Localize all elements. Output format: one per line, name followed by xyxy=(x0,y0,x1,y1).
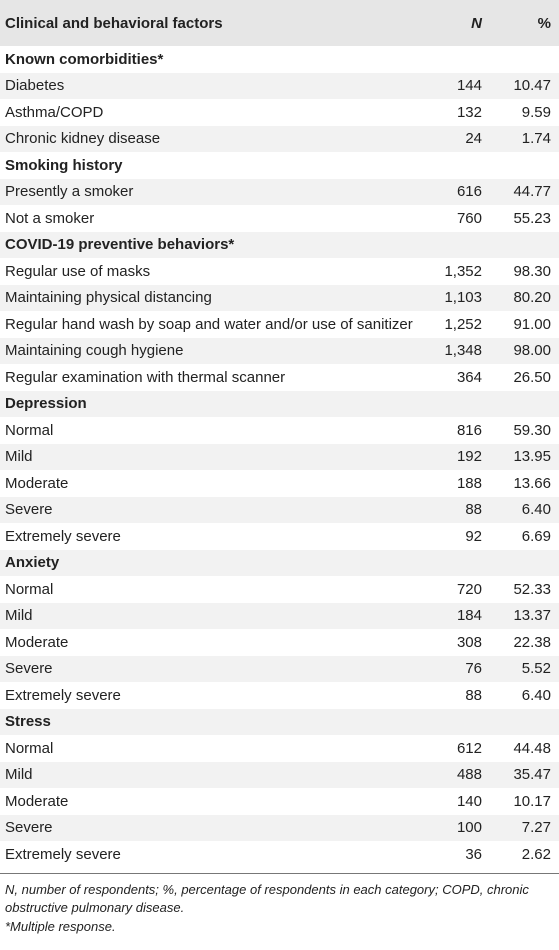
row-n: 1,348 xyxy=(444,342,482,360)
row-pct: 13.95 xyxy=(513,448,551,466)
row-n: 132 xyxy=(456,103,482,121)
row-pct: 52.33 xyxy=(513,580,551,598)
row-n: 76 xyxy=(465,660,482,678)
row-label: Mild xyxy=(5,607,33,625)
header-label: Clinical and behavioral factors xyxy=(5,14,223,32)
row-n: 1,352 xyxy=(444,262,482,280)
group-header-row xyxy=(0,391,559,418)
row-label: Normal xyxy=(5,421,54,439)
row-label: Regular use of masks xyxy=(5,262,151,280)
row-label: Regular examination with thermal scanner xyxy=(5,368,286,386)
row-pct: 5.52 xyxy=(521,660,551,678)
row-label: Maintaining cough hygiene xyxy=(5,342,184,360)
row-n: 24 xyxy=(465,130,482,148)
row-n: 188 xyxy=(456,474,482,492)
row-pct: 91.00 xyxy=(513,315,551,333)
table-row xyxy=(0,762,559,789)
table-row xyxy=(0,841,559,868)
group-header-row xyxy=(0,152,559,179)
row-pct: 6.69 xyxy=(521,527,551,545)
table-row xyxy=(0,523,559,550)
table-header xyxy=(0,0,559,46)
row-n: 720 xyxy=(456,580,482,598)
table-row xyxy=(0,338,559,365)
table-body xyxy=(0,46,559,868)
row-n: 36 xyxy=(465,845,482,863)
table-row xyxy=(0,815,559,842)
row-pct: 6.40 xyxy=(521,501,551,519)
row-pct: 44.77 xyxy=(513,183,551,201)
row-pct: 98.30 xyxy=(513,262,551,280)
row-n: 88 xyxy=(465,501,482,519)
row-label: Moderate xyxy=(5,633,69,651)
header-n: N xyxy=(471,14,482,32)
row-n: 184 xyxy=(456,607,482,625)
table-row xyxy=(0,735,559,762)
table-row xyxy=(0,285,559,312)
row-label: Smoking history xyxy=(5,156,123,174)
row-label: Depression xyxy=(5,395,87,413)
row-n: 140 xyxy=(456,792,482,810)
row-label: Maintaining physical distancing xyxy=(5,289,212,307)
table-row xyxy=(0,417,559,444)
row-n: 816 xyxy=(456,421,482,439)
header-pct: % xyxy=(537,14,551,32)
row-label: Extremely severe xyxy=(5,845,121,863)
row-pct: 98.00 xyxy=(513,342,551,360)
footnote-multiple-response: *Multiple response. xyxy=(5,918,116,934)
table-row xyxy=(0,99,559,126)
row-label: Moderate xyxy=(5,474,69,492)
row-n: 760 xyxy=(456,209,482,227)
table-row xyxy=(0,258,559,285)
row-n: 192 xyxy=(456,448,482,466)
row-pct: 35.47 xyxy=(513,766,551,784)
row-pct: 10.47 xyxy=(513,77,551,95)
table-row xyxy=(0,444,559,471)
group-header-row xyxy=(0,709,559,736)
row-label: Severe xyxy=(5,501,53,519)
row-pct: 1.74 xyxy=(521,130,551,148)
group-header-row xyxy=(0,550,559,577)
row-label: Not a smoker xyxy=(5,209,95,227)
row-label: Stress xyxy=(5,713,51,731)
row-label: Presently a smoker xyxy=(5,183,134,201)
row-label: COVID-19 preventive behaviors* xyxy=(5,236,235,254)
row-label: Severe xyxy=(5,660,53,678)
table-row xyxy=(0,126,559,153)
group-header-row xyxy=(0,232,559,259)
row-label: Normal xyxy=(5,739,54,757)
row-label: Diabetes xyxy=(5,77,65,95)
row-label: Normal xyxy=(5,580,54,598)
footnote-abbreviations: N, number of respondents; %, percentage of respondents in each category; COPD, chronic obstructive pulmonary disease. xyxy=(5,881,529,915)
row-pct: 44.48 xyxy=(513,739,551,757)
table-row xyxy=(0,364,559,391)
table-row xyxy=(0,682,559,709)
row-n: 1,103 xyxy=(444,289,482,307)
row-pct: 9.59 xyxy=(521,103,551,121)
table-row xyxy=(0,656,559,683)
row-label: Anxiety xyxy=(5,554,60,572)
row-label: Asthma/COPD xyxy=(5,103,104,121)
row-n: 100 xyxy=(456,819,482,837)
row-n: 1,252 xyxy=(444,315,482,333)
row-pct: 22.38 xyxy=(513,633,551,651)
table-row xyxy=(0,311,559,338)
row-n: 88 xyxy=(465,686,482,704)
table-row xyxy=(0,576,559,603)
row-pct: 10.17 xyxy=(513,792,551,810)
row-n: 612 xyxy=(456,739,482,757)
row-label: Extremely severe xyxy=(5,686,121,704)
table-row xyxy=(0,73,559,100)
row-label: Severe xyxy=(5,819,53,837)
row-pct: 55.23 xyxy=(513,209,551,227)
table-row xyxy=(0,788,559,815)
row-n: 92 xyxy=(465,527,482,545)
table-row xyxy=(0,629,559,656)
table-row xyxy=(0,179,559,206)
row-pct: 26.50 xyxy=(513,368,551,386)
row-n: 488 xyxy=(456,766,482,784)
row-pct: 13.66 xyxy=(513,474,551,492)
row-n: 144 xyxy=(456,77,482,95)
row-pct: 7.27 xyxy=(521,819,551,837)
row-label: Mild xyxy=(5,448,33,466)
row-pct: 80.20 xyxy=(513,289,551,307)
row-label: Moderate xyxy=(5,792,69,810)
row-pct: 2.62 xyxy=(521,845,551,863)
table-bottom-rule xyxy=(0,873,559,874)
row-label: Known comorbidities* xyxy=(5,50,164,68)
row-pct: 6.40 xyxy=(521,686,551,704)
table-row xyxy=(0,205,559,232)
row-n: 364 xyxy=(456,368,482,386)
row-label: Chronic kidney disease xyxy=(5,130,161,148)
row-n: 616 xyxy=(456,183,482,201)
table-row xyxy=(0,470,559,497)
table-row xyxy=(0,603,559,630)
row-pct: 13.37 xyxy=(513,607,551,625)
row-label: Regular hand wash by soap and water and/or use of sanitizer xyxy=(5,315,413,333)
group-header-row xyxy=(0,46,559,73)
row-n: 308 xyxy=(456,633,482,651)
table-row xyxy=(0,497,559,524)
row-label: Mild xyxy=(5,766,33,784)
row-label: Extremely severe xyxy=(5,527,121,545)
row-pct: 59.30 xyxy=(513,421,551,439)
